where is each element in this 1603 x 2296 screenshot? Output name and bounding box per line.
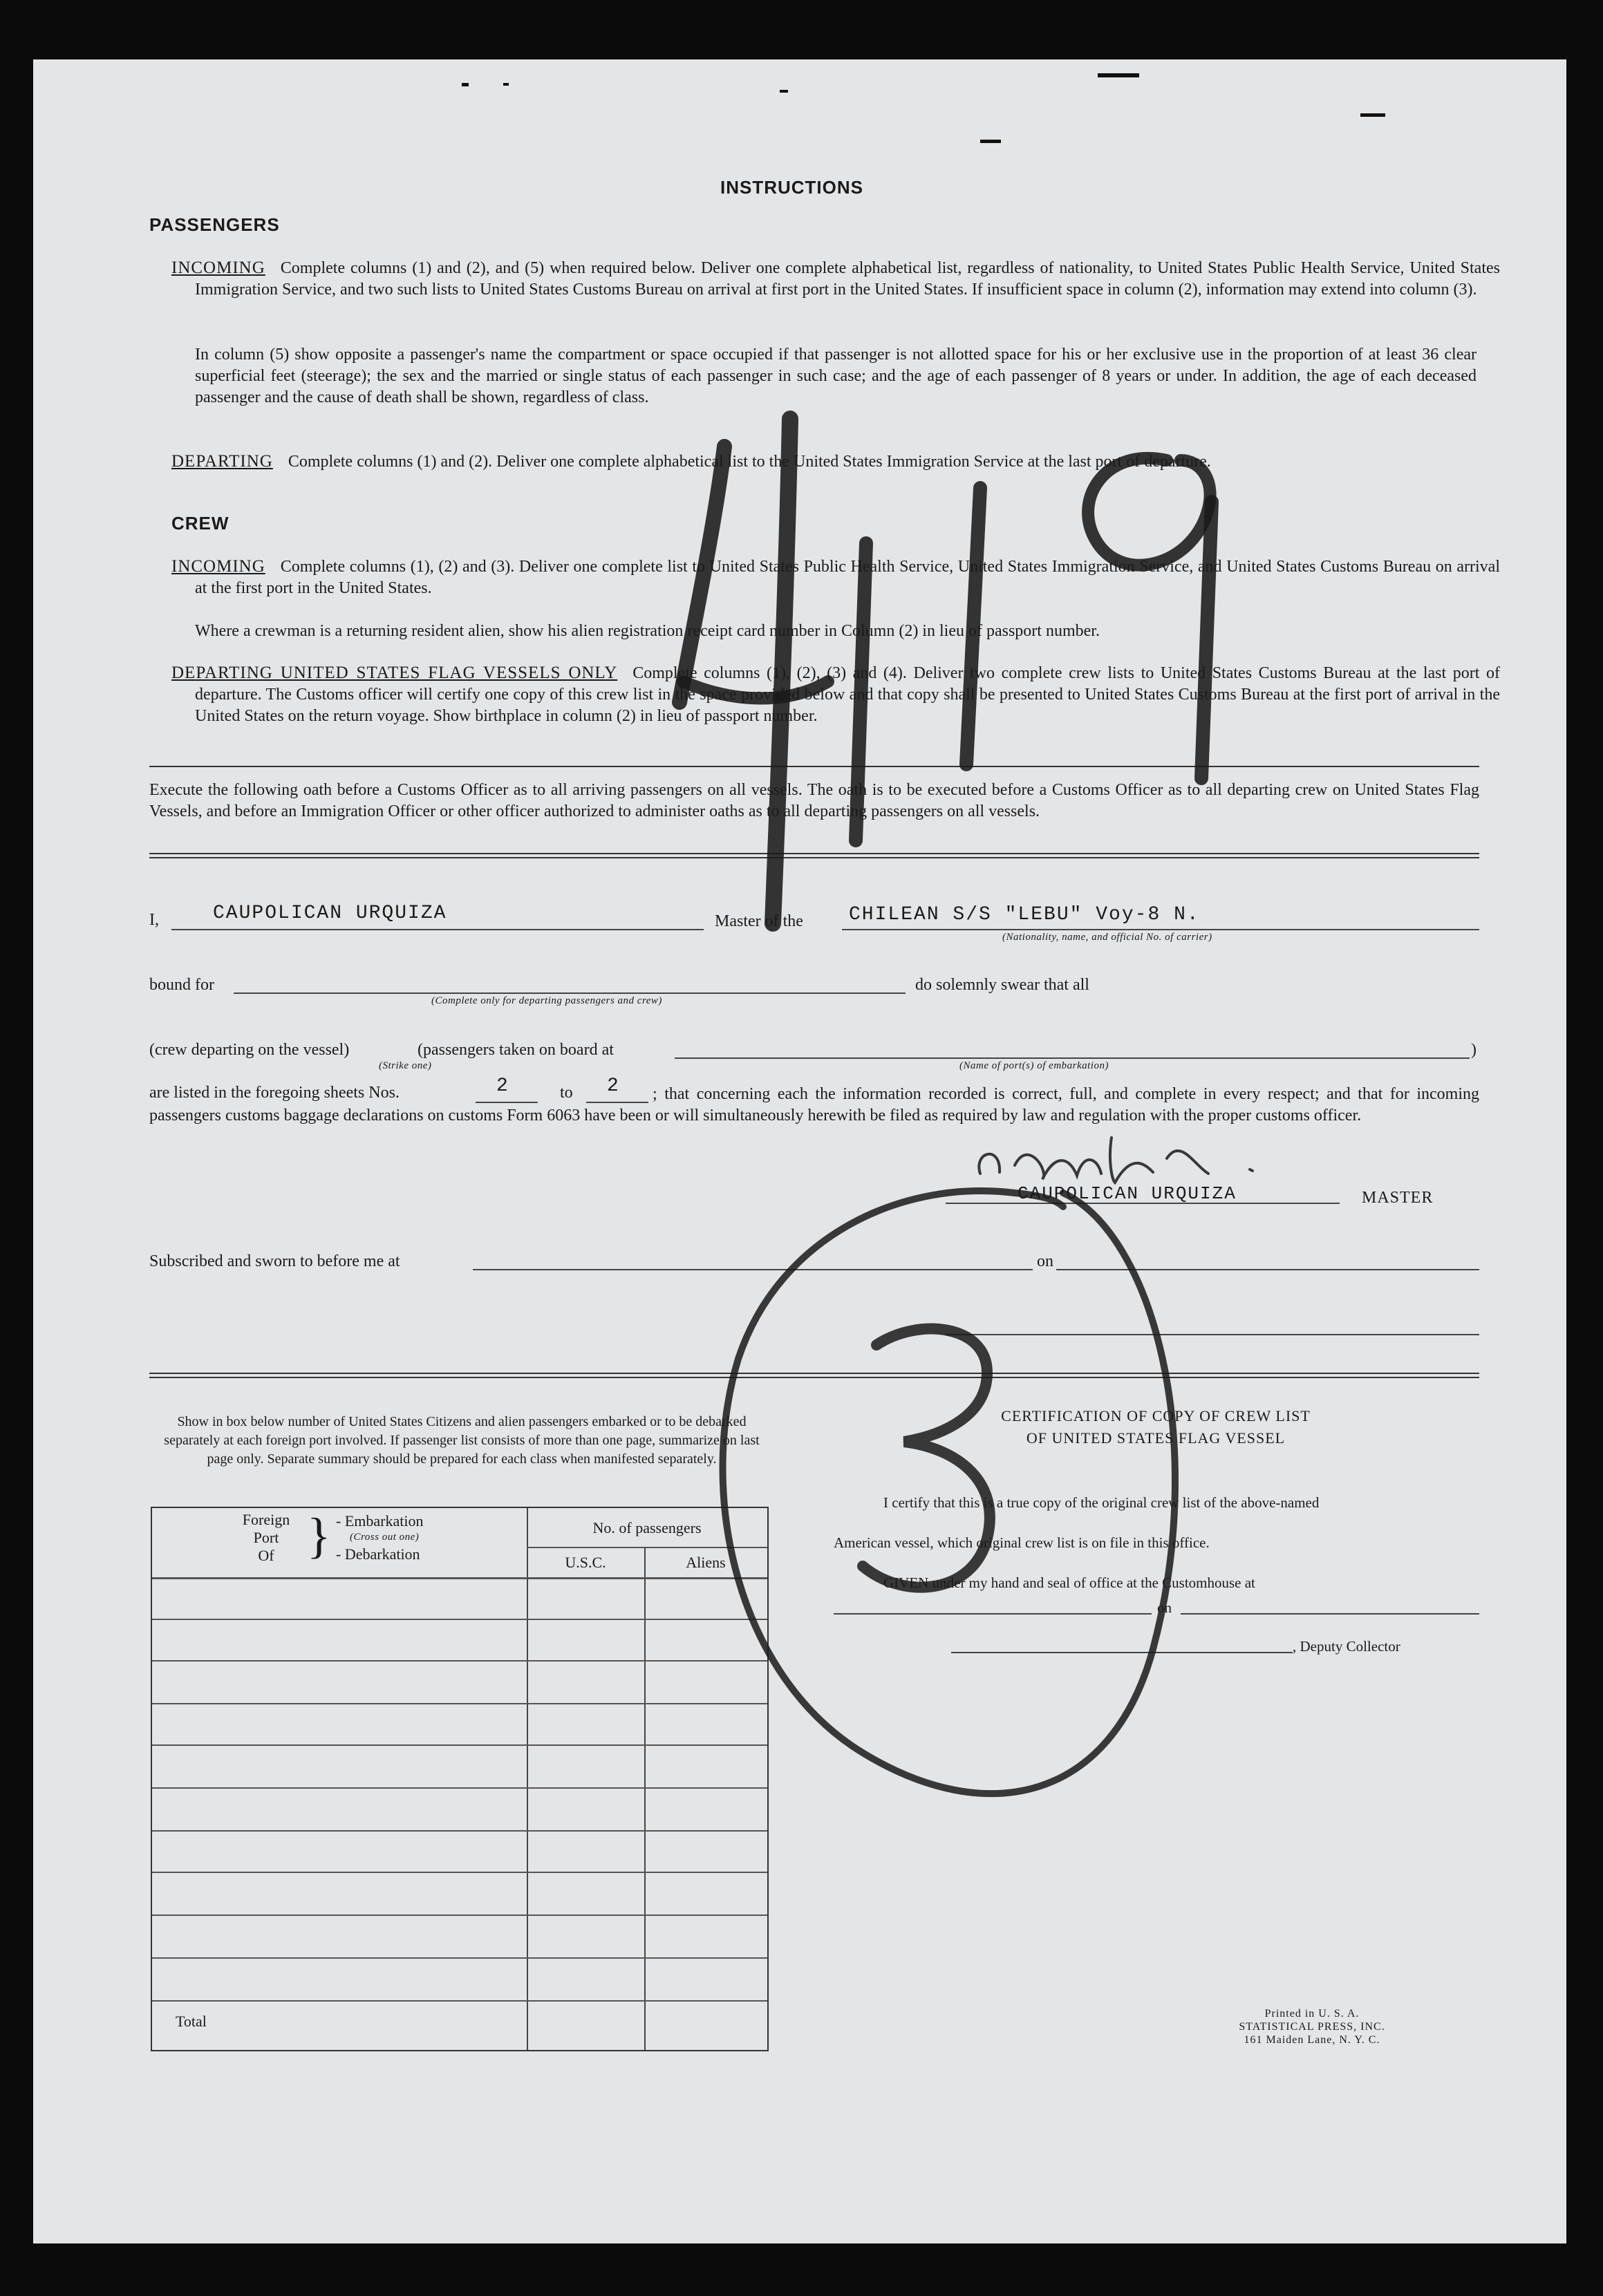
cert-date-field[interactable] xyxy=(1181,1613,1479,1615)
table-row xyxy=(152,1660,767,1662)
divider xyxy=(149,1373,1479,1374)
incoming-label: INCOMING xyxy=(171,258,265,277)
bound-for-caption: (Complete only for departing passengers and crew) xyxy=(431,995,662,1006)
strike-one-caption: (Strike one) xyxy=(379,1060,432,1071)
passengers-heading: PASSENGERS xyxy=(149,214,280,235)
usc-header: U.S.C. xyxy=(565,1554,606,1571)
master-signature-scrawl xyxy=(979,1138,1253,1183)
divider xyxy=(149,857,1479,858)
table-row xyxy=(152,1914,767,1916)
certification-title: CERTIFICATION OF COPY OF CREW LIST xyxy=(1001,1407,1311,1424)
departing-flag-label: DEPARTING UNITED STATES FLAG VESSELS ONLY xyxy=(171,664,618,682)
certify-text-2: American vessel, which original crew list is on file in this office. xyxy=(834,1534,1210,1551)
embarkation-port-caption: (Name of port(s) of embarkation) xyxy=(959,1060,1109,1071)
instructions-title: INSTRUCTIONS xyxy=(720,177,863,198)
handwritten-circled-3 xyxy=(723,1191,1175,1794)
table-header-divider xyxy=(152,1577,767,1579)
vessel-line xyxy=(842,929,1479,930)
sheet-to-field[interactable]: 2 xyxy=(607,1075,620,1097)
bound-for-field[interactable] xyxy=(234,992,906,994)
table-header-divider xyxy=(527,1547,767,1548)
embarkation-port-field[interactable] xyxy=(675,1057,1470,1059)
scan-speck xyxy=(1098,73,1139,77)
crew-incoming-instructions: INCOMING Complete columns (1), (2) and (3). Deliver one complete list to United States Public Health Service, United States Immigration Service, and United States Customs Bureau on arrival at the first port in the United States. xyxy=(171,557,1500,597)
table-row xyxy=(152,1619,767,1620)
brace: } xyxy=(307,1508,331,1563)
embarkation-option: - Embarkation xyxy=(336,1512,424,1530)
master-label: MASTER xyxy=(1362,1189,1434,1207)
crew-departing-option: (crew departing on the vessel) xyxy=(149,1041,350,1059)
customhouse-field[interactable] xyxy=(834,1613,1152,1615)
table-row xyxy=(152,1703,767,1704)
scan-speck xyxy=(462,83,469,86)
scan-speck xyxy=(1360,113,1385,117)
table-column-divider xyxy=(644,1548,646,2050)
divider xyxy=(149,1377,1479,1378)
subscribed-label: Subscribed and sworn to before me at xyxy=(149,1252,400,1270)
deputy-collector-label: , Deputy Collector xyxy=(1293,1638,1400,1655)
crew-heading: CREW xyxy=(171,513,229,534)
table-row xyxy=(152,1957,767,1959)
subscribed-at-field[interactable] xyxy=(473,1269,1033,1270)
master-name-field[interactable]: CAUPOLICAN URQUIZA xyxy=(213,903,447,924)
passengers-taken-option: (passengers taken on board at xyxy=(418,1041,614,1059)
passenger-box-intro: Show in box below number of United States Citizens and alien passengers embarked or to be debarked separately at each foreign port involved. If passenger list consists of more than one page, summarize on last page only. Separate summary should be prepared for each class when manifested separately. xyxy=(164,1414,760,1467)
on-label: on xyxy=(1037,1252,1053,1270)
certification-subtitle: OF UNITED STATES FLAG VESSEL xyxy=(1026,1429,1286,1447)
aliens-header: Aliens xyxy=(686,1554,726,1571)
listed-in-label: are listed in the foregoing sheets Nos. xyxy=(149,1084,400,1102)
scan-speck xyxy=(980,140,1001,143)
concerning-text: ; that concerning each the information recorded is correct, full, and complete in every respect; and that for incoming passengers customs baggage declarations on customs Form 6063 have been or will simultaneously herewith be filed as required by law and regulation with the proper customs officer. xyxy=(149,1085,1479,1125)
crew-departing-instructions: DEPARTING UNITED STATES FLAG VESSELS ONLY Complete columns (1), (2), (3) and (4). Deliver two complete crew lists to United States Customs Bureau at the last port of departure. The Customs officer will certify one copy of this crew list in the space provided below and that copy shall be presented to United States Customs Bureau at the first port of arrival in the United States on the return voyage. Show birthplace in column (2) in lieu of passport number. xyxy=(171,664,1500,725)
table-row xyxy=(152,1872,767,1873)
passengers-departing-instructions: DEPARTING Complete columns (1) and (2). Deliver one complete alphabetical list to the United States Immigration Service at the last port of departure. xyxy=(171,452,1211,471)
debarkation-option: - Debarkation xyxy=(336,1545,420,1563)
divider xyxy=(149,766,1479,767)
total-label: Total xyxy=(176,2013,207,2030)
vessel-field[interactable]: CHILEAN S/S "LEBU" Voy-8 N. xyxy=(849,904,1200,925)
deputy-collector-field[interactable] xyxy=(951,1652,1293,1653)
cross-out-caption: (Cross out one) xyxy=(350,1532,420,1543)
column5-instructions: In column (5) show opposite a passenger's name the compartment or space occupied if that passenger is not allotted space for his or her exclusive use in the proportion of at least 36 clear superficial feet (steerage); the sex and the married or single status of each passenger in such case; and the age of each passenger of 8 years or under. In addition, the age of each deceased passenger and the cause of death shall be shown, regardless of class. xyxy=(195,346,1477,406)
to-label: to xyxy=(560,1084,573,1102)
crew-incoming-label: INCOMING xyxy=(171,557,265,576)
table-row xyxy=(152,2000,767,2002)
master-of-the-label: Master of the xyxy=(715,912,803,930)
certify-text-1: I certify that this is a true copy of the original crew list of the above-named xyxy=(883,1494,1320,1511)
swear-text: do solemnly swear that all xyxy=(915,976,1089,994)
no-of-passengers-header: No. of passengers xyxy=(592,1519,702,1536)
bound-for-label: bound for xyxy=(149,976,214,994)
table-row xyxy=(152,1744,767,1746)
passengers-incoming-instructions: INCOMING Complete columns (1) and (2), and (5) when required below. Deliver one complete alphabetical list, regardless of nationality, to United States Public Health Service, United States Immigration Service, and two such lists to United States Customs Bureau on arrival at first port in the United States. If insufficient space in column (2), information may extend into column (3). xyxy=(171,258,1500,299)
given-text: GIVEN under my hand and seal of office at the Customhouse at xyxy=(883,1574,1255,1591)
passenger-summary-table xyxy=(151,1507,769,2051)
master-name-line xyxy=(171,929,704,930)
signature-name: CAUPOLICAN URQUIZA xyxy=(1018,1183,1237,1204)
divider xyxy=(149,853,1479,854)
subscribed-on-field[interactable] xyxy=(1056,1269,1479,1270)
table-row xyxy=(152,1787,767,1789)
vessel-caption: (Nationality, name, and official No. of carrier) xyxy=(1002,932,1212,943)
form-page xyxy=(33,59,1566,2243)
scan-speck xyxy=(780,90,788,93)
oath-execution-instructions: Execute the following oath before a Customs Officer as to all arriving passengers on all vessels. The oath is to be executed before a Customs Officer as to all departing crew on United States Flag Vessels, and before an Immigration Officer or other officer authorized to administer oaths as to all departing passengers on all vessels. xyxy=(149,781,1479,820)
table-row xyxy=(152,1830,767,1832)
officer-signature-field[interactable] xyxy=(946,1334,1479,1335)
foreign-port-of-header: Foreign Port Of xyxy=(242,1511,290,1564)
departing-label: DEPARTING xyxy=(171,452,273,471)
scan-speck xyxy=(503,83,509,86)
printer-imprint: Printed in U. S. A. STATISTICAL PRESS, INC. 161 Maiden Lane, N. Y. C. xyxy=(1239,2008,1385,2046)
i-label: I, xyxy=(149,911,159,929)
cert-on-label: on xyxy=(1157,1599,1172,1616)
table-column-divider xyxy=(527,1508,528,2050)
close-paren: ) xyxy=(1471,1041,1477,1059)
crewman-instructions: Where a crewman is a returning resident alien, show his alien registration receipt card number in Column (2) in lieu of passport number. xyxy=(195,622,1100,640)
sheet-from-field[interactable]: 2 xyxy=(496,1075,509,1097)
